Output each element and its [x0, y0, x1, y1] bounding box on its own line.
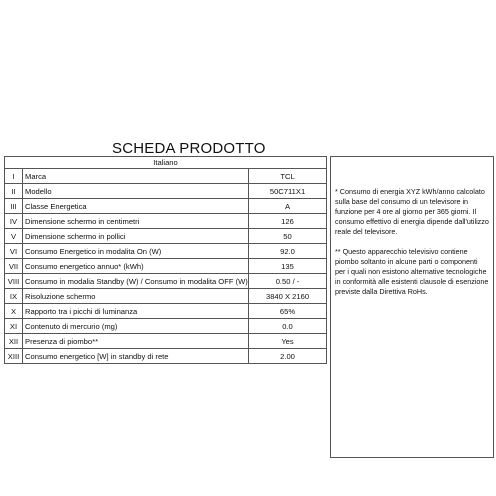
- table-row: [5, 184, 327, 199]
- table-header-row: [5, 157, 327, 169]
- row-label: Consumo Energetico in modalita On (W): [23, 244, 249, 259]
- row-number: IV: [5, 214, 23, 229]
- row-number: VII: [5, 259, 23, 274]
- table-row: [5, 319, 327, 334]
- row-label: Dimensione schermo in centimetri: [23, 214, 249, 229]
- row-number: VI: [5, 244, 23, 259]
- row-label: Dimensione schermo in pollici: [23, 229, 249, 244]
- row-value: 126: [249, 214, 327, 229]
- row-value: 92.0: [249, 244, 327, 259]
- row-number: VIII: [5, 274, 23, 289]
- row-value: TCL: [249, 169, 327, 184]
- table-row: [5, 289, 327, 304]
- notes-box: [330, 156, 494, 458]
- row-label: Classe Energetica: [23, 199, 249, 214]
- row-value: 135: [249, 259, 327, 274]
- row-label: Consumo energetico [W] in standby di rete: [23, 349, 249, 364]
- row-label: Marca: [23, 169, 249, 184]
- page-title: SCHEDA PRODOTTO: [112, 140, 266, 157]
- row-label: Rapporto tra i picchi di luminanza: [23, 304, 249, 319]
- table-row: [5, 169, 327, 184]
- row-label: Modello: [23, 184, 249, 199]
- row-label: Presenza di piombo**: [23, 334, 249, 349]
- row-number: X: [5, 304, 23, 319]
- table-row: [5, 214, 327, 229]
- table-row: [5, 274, 327, 289]
- row-label: Risoluzione schermo: [23, 289, 249, 304]
- row-number: XII: [5, 334, 23, 349]
- row-number: V: [5, 229, 23, 244]
- language-label: Italiano: [5, 157, 327, 169]
- row-number: IX: [5, 289, 23, 304]
- table-row: [5, 244, 327, 259]
- row-number: II: [5, 184, 23, 199]
- table-row: [5, 229, 327, 244]
- row-value: A: [249, 199, 327, 214]
- row-value: 2.00: [249, 349, 327, 364]
- row-value: 50: [249, 229, 327, 244]
- table-row: [5, 349, 327, 364]
- row-number: XI: [5, 319, 23, 334]
- row-value: 65%: [249, 304, 327, 319]
- row-label: Consumo in modalia Standby (W) / Consumo in modalita OFF (W): [23, 274, 249, 289]
- row-value: 50C711X1: [249, 184, 327, 199]
- row-value: 0.50 / -: [249, 274, 327, 289]
- row-value: 0.0: [249, 319, 327, 334]
- lead-presence-note: ** Questo apparecchio televisivo contiene piombo soltanto in alcune parti o componenti per i quali non esistono alternative tecnologiche in conformità alle esistenti clausole di esenzione previste dalla Direttiva RoHs.: [335, 247, 489, 296]
- row-label: Consumo energetico annuo* (kWh): [23, 259, 249, 274]
- energy-consumption-note: * Consumo di energia XYZ kWh/anno calcolato sulla base del consumo di un televisore in funzione per 4 ore al giorno per 365 giorni. Il consumo effettivo di energia dipende dall'utilizzo reale del televisore.: [335, 187, 489, 236]
- row-number: I: [5, 169, 23, 184]
- product-spec-table: [4, 156, 327, 364]
- row-value: 3840 X 2160: [249, 289, 327, 304]
- table-row: [5, 259, 327, 274]
- table-row: [5, 304, 327, 319]
- table-row: [5, 334, 327, 349]
- row-number: XIII: [5, 349, 23, 364]
- row-value: Yes: [249, 334, 327, 349]
- row-number: III: [5, 199, 23, 214]
- table-row: [5, 199, 327, 214]
- row-label: Contenuto di mercurio (mg): [23, 319, 249, 334]
